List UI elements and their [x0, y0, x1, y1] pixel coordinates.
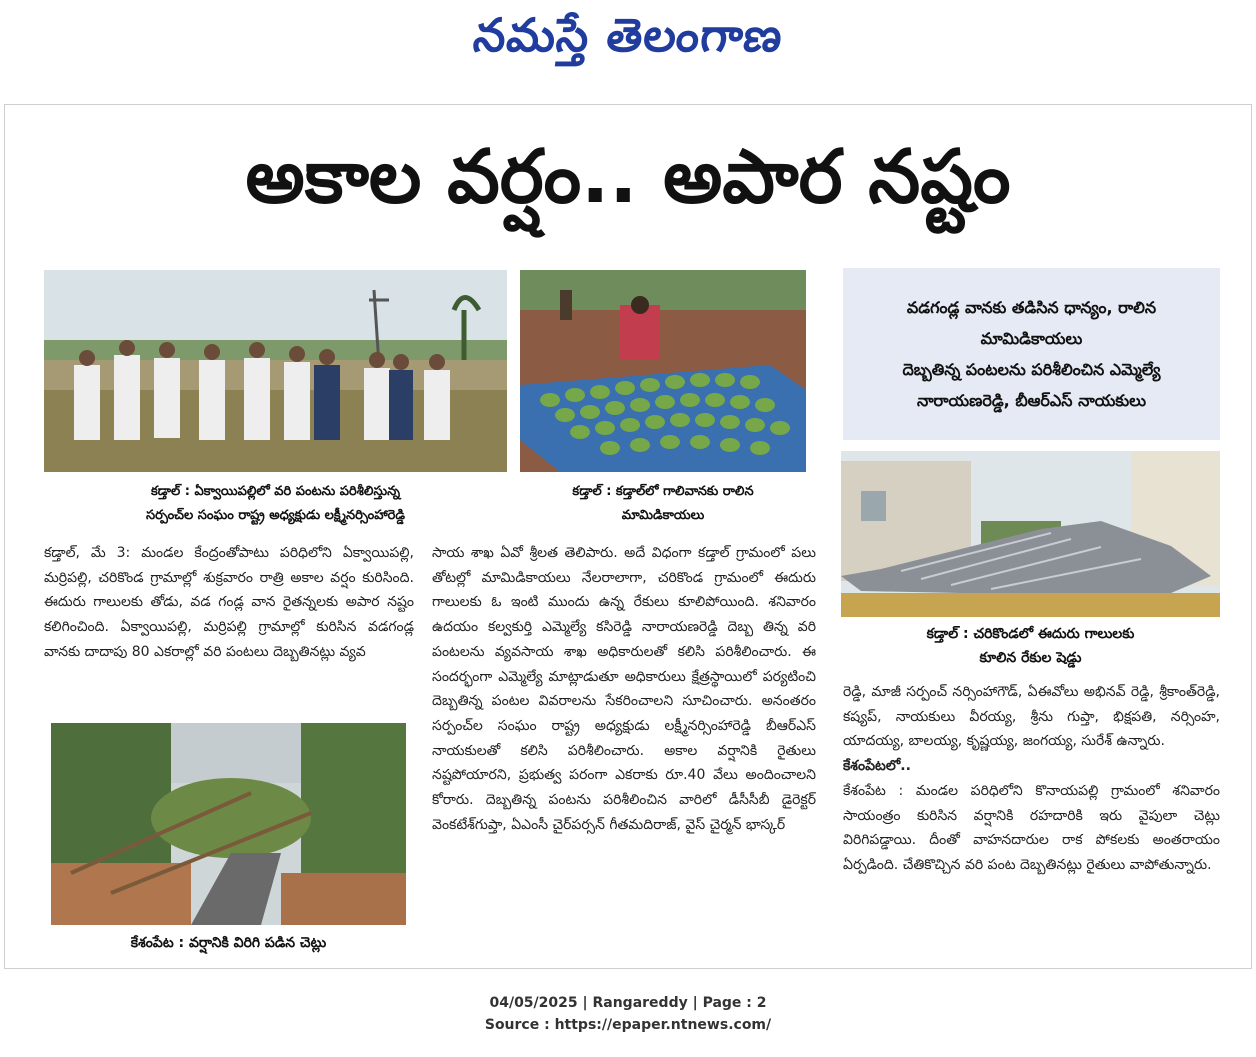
- footer-source-link[interactable]: Source : https://epaper.ntnews.com/: [484, 1017, 772, 1033]
- sidebar-line-3: దెబ్బతిన్న పంటలను పరిశీలించిన ఎమ్మెల్యే: [902, 360, 1161, 379]
- page-border-right: [1251, 104, 1252, 968]
- page-border-left: [4, 104, 5, 968]
- article-col3-text: రెడ్డి, మాజీ సర్పంచ్ నర్సింహాగౌడ్, ఏఈవోలు అభినవ్ రెడ్డి, శ్రీకాంత్‌రెడ్డి, కష్యప్, నాయకులు వీరయ్య, శ్రీను గుప్తా, భిక్షపతి, నర్సింహ, యాదయ్య, బాలయ్య, కృష్ణయ్య, జంగయ్య, సురేశ్ ఉన్నారు.: [843, 684, 1220, 750]
- caption-photo2-line1: కడ్తాల్ : కడ్తాల్‌లో గాలివానకు రాలిన: [572, 484, 754, 499]
- article-subhead-keshampet: కేశంపేటలో..: [843, 758, 911, 775]
- headline: అకాల వర్షం.. అపార నష్టం: [245, 134, 1011, 220]
- caption-photo2-line2: మామిడికాయలు: [621, 508, 705, 523]
- sidebar-highlights: [843, 268, 1220, 440]
- caption-photo4-line1: కేశంపేట : వర్షానికి విరిగి పడిన చెట్లు: [130, 935, 327, 951]
- caption-photo3: [841, 622, 1220, 670]
- photo-field-inspection: [44, 270, 507, 472]
- caption-photo1-line2: సర్పంచ్‌ల సంఘం రాష్ట్ర అధ్యక్షుడు లక్ష్మీనర్సింహారెడ్డి: [146, 508, 405, 523]
- article-column-1: [44, 541, 414, 665]
- article-column-3: [843, 680, 1220, 878]
- article-col3-text-b: కేశంపేట : మండల పరిధిలోని కొనాయపల్లి గ్రామంలో శనివారం సాయంత్రం కురిసిన వర్షానికి రహదారికి ఇరు వైపులా చెట్లు విరిగిపడ్డాయి. దీంతో వాహనదారుల రాక పోకలకు అంతరాయం ఏర్పడింది. చేతికొచ్చిన వరి పంట దెబ్బతినట్లు రైతులు వాపోతున్నారు.: [843, 782, 1220, 873]
- article-col2-text: సాయ శాఖ ఏవో శ్రీలత తెలిపారు. అదే విధంగా కడ్తాల్ గ్రామంలో పలు తోటల్లో మామిడికాయలు నేలరాలాగా, చరికొండ గ్రామంలో ఈదురు గాలులకు ఓ ఇంటి ముందు ఉన్న రేకులు కూలిపోయింది. శనివారం ఉదయం కల్వకుర్తి ఎమ్మెల్యే కసిరెడ్డి నారాయణరెడ్డి దెబ్బ తిన్న వరి పంటలను వ్యవసాయ శాఖ అధికారులతో కలిసి పరిశీలించారు. ఈ సందర్భంగా ఎమ్మెల్యే మాట్లాడుతూ అధికారులు క్షేత్రస్థాయిలో పర్యటించి దెబ్బతిన్న పంటల వివరాలను సేకరించాలని సూచించారు. అనంతరం సర్పంచ్‌ల సంఘం రాష్ట్ర అధ్యక్షుడు లక్ష్మీనర్సింహారెడ్డి బీఆర్‌ఎస్ నాయకులతో కలిసి పరిశీలించారు. అకాల వర్షానికి రైతులు నష్టపోయారని, ప్రభుత్వ పరంగా ఎకరాకు రూ.40 వేలు అందించాలని కోరారు. దెబ్బతిన్న పంటను పరిశీలించిన వారిలో డీసీసీబీ డైరెక్టర్ వెంకటేశ్‌గుప్తా, ఏఎంసీ చైర్‌పర్సన్ గీతమదిరాజ్, వైస్ చైర్మన్ భాస్కర్: [432, 545, 816, 833]
- sidebar-line-1: వడగండ్ల వానకు తడిసిన ధాన్యం, రాలిన: [906, 298, 1157, 317]
- caption-photo4: [51, 931, 406, 955]
- caption-photo3-line1: కడ్తాల్ : చరికొండలో ఈదురు గాలులకు: [926, 626, 1135, 642]
- article-column-2: [432, 541, 816, 837]
- footer: [0, 992, 1256, 1036]
- page-border-top: [4, 104, 1252, 105]
- article-col1-text: కడ్తాల్, మే 3: మండల కేంద్రంతోపాటు పరిధిలోని ఏక్వాయిపల్లి, మర్రిపల్లి, చరికొండ గ్రామాల్లో శుక్రవారం రాత్రి అకాల వర్షం కురిసింది. ఈదురు గాలులకు తోడు, వడ గండ్ల వాన రైతన్నలకు అపార నష్టం కలిగించింది. ఏక్వాయిపల్లి, మర్రిపల్లి గ్రామాల్లో కురిసిన వడగండ్ల వానకు దాదాపు 80 ఎకరాల్లో వరి పంటలు దెబ్బతినట్లు వ్యవ: [44, 545, 414, 660]
- photo-collapsed-shed: [841, 451, 1220, 617]
- photo-fallen-mangoes: [520, 270, 806, 472]
- caption-photo1: [44, 480, 507, 528]
- sidebar-line-4: నారాయణరెడ్డి, బీఆర్‌ఎస్ నాయకులు: [916, 391, 1147, 410]
- caption-photo2: [520, 480, 806, 528]
- page-border-bottom: [4, 968, 1252, 969]
- masthead-logo: [0, 4, 1256, 78]
- masthead-title: నమస్తే తెలంగాణ: [471, 8, 787, 62]
- caption-photo1-line1: కడ్తాల్ : ఏక్వాయిపల్లిలో వరి పంటను పరిశీలిస్తున్న: [150, 484, 401, 499]
- footer-date-edition: 04/05/2025 | Rangareddy | Page : 2: [489, 995, 767, 1011]
- sidebar-line-2: మామిడికాయలు: [980, 329, 1083, 348]
- caption-photo3-line2: కూలిన రేకుల షెడ్డు: [979, 650, 1082, 666]
- photo-fallen-trees: [51, 723, 406, 925]
